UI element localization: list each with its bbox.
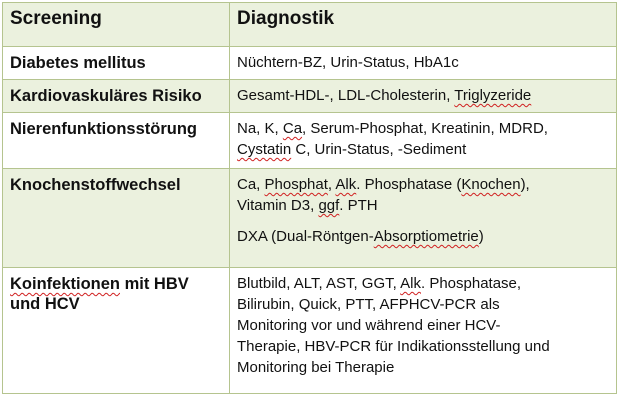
header-diagnostik: Diagnostik (230, 3, 617, 47)
screening-table-wrapper (2, 2, 616, 394)
screening-table (2, 2, 617, 394)
diag-line: Monitoring vor und während einer HCV- (237, 317, 501, 334)
diag-text-spellcheck: ggf (318, 197, 340, 214)
diag-line: Na, K, Ca, Serum-Phosphat, Kreatinin, MDRD, (237, 120, 548, 137)
row-diag-kardiovaskulaer (230, 80, 617, 113)
diag-line: Bilirubin, Quick, PTT, AFPHCV-PCR als (237, 296, 500, 313)
diag-text-spellcheck: Ca (282, 120, 303, 137)
table-row (3, 80, 617, 113)
diag-line: DXA (Dual-Röntgen-Absorptiometrie) (237, 228, 484, 245)
diag-text-spellcheck: Absorptiometrie (373, 228, 479, 245)
diag-line: Cystatin C, Urin-Status, -Sediment (237, 141, 467, 158)
row-diag-knochen (230, 169, 617, 268)
table-row (3, 169, 617, 268)
row-label-knochen: Knochenstoffwechsel (3, 169, 230, 268)
row-diag-diabetes: Nüchtern-BZ, Urin-Status, HbA1c (230, 47, 617, 80)
diag-text-spellcheck: Knochen (461, 176, 521, 193)
diag-line: Monitoring bei Therapie (237, 359, 395, 376)
diag-text-spellcheck: Alk (335, 176, 357, 193)
diag-text-spellcheck: Phosphat (264, 176, 328, 193)
diag-text: Gesamt-HDL-, LDL-Cholesterin, (237, 87, 455, 104)
row-diag-niere (230, 113, 617, 169)
label-text-spellcheck: Koinfektionen (10, 275, 120, 293)
diag-line: Blutbild, ALT, AST, GGT, Alk. Phosphatase, (237, 275, 522, 292)
diag-line: Ca, Phosphat, Alk. Phosphatase (Knochen), (237, 176, 530, 193)
table-row (3, 113, 617, 169)
diag-text-spellcheck: Cystatin (237, 141, 292, 158)
row-label-kardiovaskulaer: Kardiovaskuläres Risiko (3, 80, 230, 113)
table-header-row (3, 3, 617, 47)
row-diag-koinfektionen (230, 268, 617, 394)
diag-text-spellcheck: Triglyzeride (454, 87, 532, 104)
diag-line: Therapie, HBV-PCR für Indikationsstellung und (237, 338, 550, 355)
table-row (3, 47, 617, 80)
row-label-koinfektionen: Koinfektionen mit HBV und HCV (3, 268, 230, 394)
row-label-niere: Nierenfunktionsstörung (3, 113, 230, 169)
diag-text-spellcheck: Alk (400, 275, 421, 292)
diag-line: Vitamin D3, ggf. PTH (237, 197, 378, 214)
table-row (3, 268, 617, 394)
row-label-diabetes: Diabetes mellitus (3, 47, 230, 80)
header-screening: Screening (3, 3, 230, 47)
